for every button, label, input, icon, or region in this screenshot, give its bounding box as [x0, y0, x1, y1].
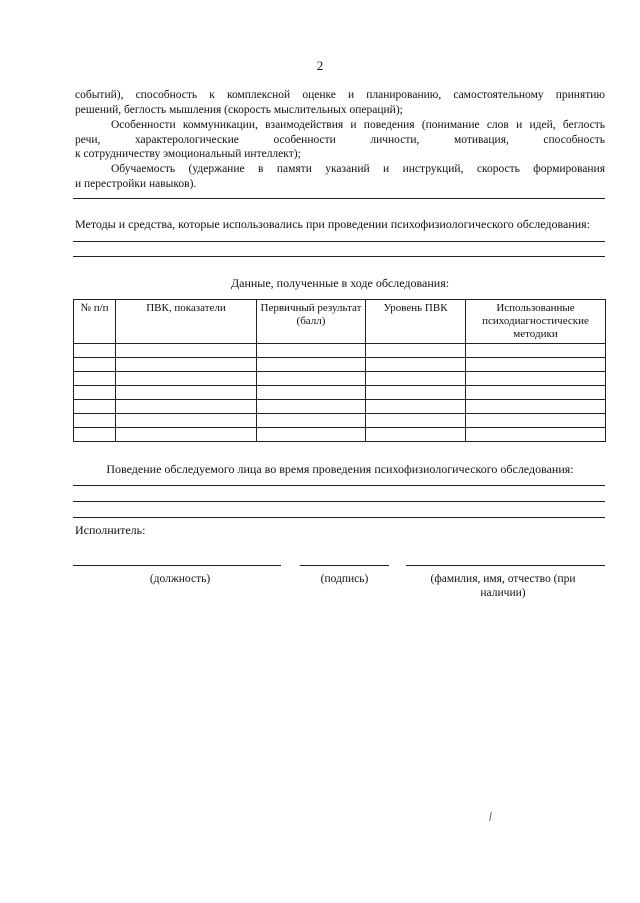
text-line: Особенности коммуникации, взаимодействия и поведения (понимание слов и идей, беглость — [111, 119, 605, 131]
table-cell — [74, 428, 116, 442]
table-cell — [366, 386, 466, 400]
fill-line — [73, 256, 605, 257]
table-cell — [366, 428, 466, 442]
fill-line — [73, 198, 605, 199]
table-cell — [366, 372, 466, 386]
signature-line-position — [73, 565, 281, 566]
table-cell — [257, 358, 366, 372]
caption-position: (должность) — [149, 573, 211, 585]
table-row — [74, 372, 606, 386]
executor-label: Исполнитель: — [75, 523, 146, 537]
table-cell — [366, 358, 466, 372]
table-row — [74, 358, 606, 372]
header-num: № п/п — [74, 300, 116, 344]
header-pvk: ПВК, показатели — [116, 300, 257, 344]
text-line: и перестройки навыков). — [75, 178, 197, 190]
table-cell — [257, 428, 366, 442]
table-header-row — [74, 300, 606, 344]
table-cell — [466, 372, 606, 386]
table-cell — [366, 414, 466, 428]
stray-mark — [489, 812, 494, 821]
table-cell — [116, 386, 257, 400]
table-cell — [116, 358, 257, 372]
table-cell — [257, 344, 366, 358]
header-level: Уровень ПВК — [366, 300, 466, 344]
table-cell — [257, 372, 366, 386]
table-row — [74, 400, 606, 414]
table-row — [74, 386, 606, 400]
text-line: событий), способность к комплексной оценке и планированию, самостоятельному принятию — [75, 89, 605, 101]
table-cell — [466, 344, 606, 358]
table-cell — [116, 372, 257, 386]
table-cell — [74, 414, 116, 428]
table-cell — [116, 344, 257, 358]
table-cell — [366, 400, 466, 414]
caption-sign: (подпись) — [320, 573, 369, 585]
signature-line-sign — [300, 565, 389, 566]
signature-line-fullname — [406, 565, 605, 566]
table-cell — [257, 400, 366, 414]
table-row — [74, 414, 606, 428]
table-row — [74, 344, 606, 358]
results-table — [73, 299, 606, 442]
table-cell — [116, 414, 257, 428]
caption-fullname: (фамилия, имя, отчество (при наличии) — [430, 573, 576, 599]
text-line: решений, беглость мышления (скорость мыслительных операций); — [75, 104, 403, 116]
table-cell — [257, 386, 366, 400]
header-methods: Использованные психодиагностические методики — [466, 300, 606, 344]
table-cell — [116, 400, 257, 414]
text-line: Обучаемость (удержание в памяти указаний и инструкций, скорость формирования — [111, 163, 605, 175]
table-cell — [116, 428, 257, 442]
text-line: речи, характерологические особенности личности, мотивация, способность — [75, 134, 605, 146]
page-number: 2 — [316, 58, 324, 73]
table-cell — [466, 386, 606, 400]
fill-line — [73, 517, 605, 518]
table-cell — [257, 414, 366, 428]
table-cell — [366, 344, 466, 358]
text-line: к сотрудничеству эмоциональный интеллект); — [75, 148, 301, 160]
fill-line — [73, 485, 605, 486]
table-cell — [74, 400, 116, 414]
header-primary-result: Первичный результат (балл) — [257, 300, 366, 344]
fill-line — [73, 241, 605, 242]
table-cell — [466, 428, 606, 442]
table-cell — [74, 344, 116, 358]
table-cell — [74, 386, 116, 400]
table-cell — [466, 414, 606, 428]
table-cell — [74, 358, 116, 372]
table-cell — [74, 372, 116, 386]
table-title: Данные, полученные в ходе обследования: — [230, 276, 450, 290]
behavior-label: Поведение обследуемого лица во время проведения психофизиологического обследования: — [106, 462, 574, 476]
table-cell — [466, 358, 606, 372]
fill-line — [73, 501, 605, 502]
methods-label: Методы и средства, которые использовались при проведении психофизиологического обследования: — [75, 217, 591, 231]
table-cell — [466, 400, 606, 414]
table-row — [74, 428, 606, 442]
